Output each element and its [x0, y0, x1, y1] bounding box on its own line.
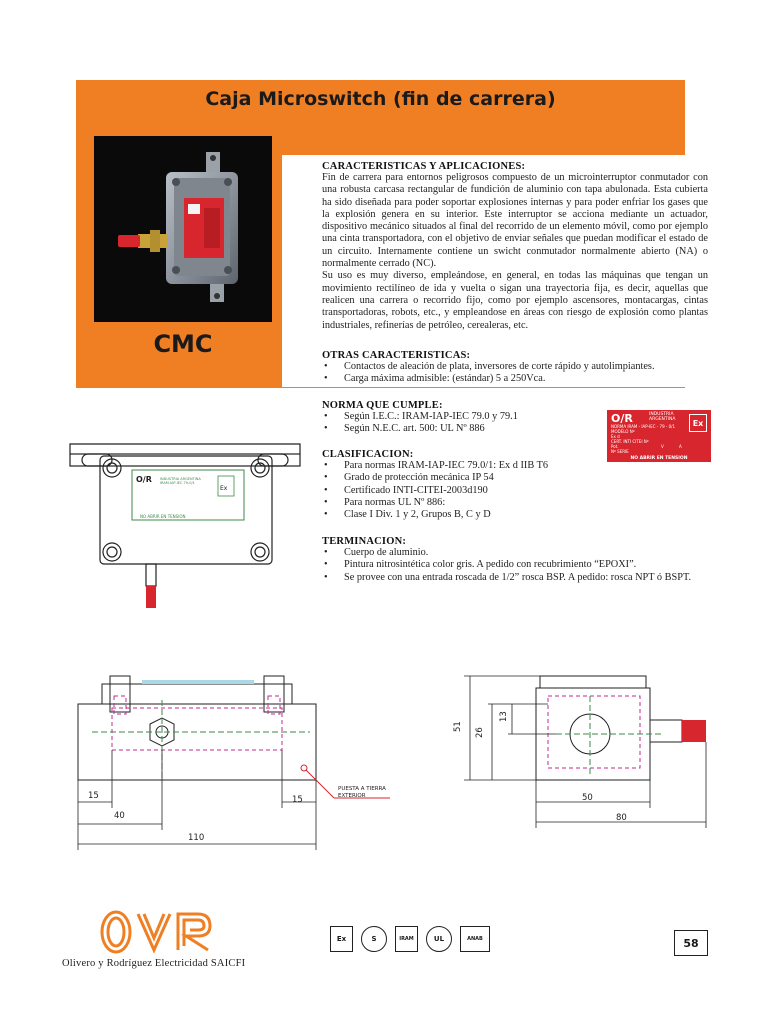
- page-number: 58: [674, 930, 708, 956]
- dim-front-40: 40: [114, 811, 125, 821]
- dim-side-51: 51: [453, 721, 463, 732]
- list-item: • Carga máxima admisible: (estándar) 5 a 250Vca.: [322, 373, 708, 385]
- logo-text: O/R: [98, 906, 100, 907]
- section-terminacion: [322, 536, 712, 584]
- front-view-svg: [62, 434, 322, 614]
- ex-cert-icon: Ex: [330, 926, 353, 952]
- nameplate-unit-v: V: [661, 444, 664, 449]
- section-caracteristicas: [322, 161, 708, 332]
- nameplate-header: [649, 412, 675, 422]
- front-plate-line1: INDUSTRIA ARGENTINA: [160, 477, 201, 481]
- dimension-svg: [62, 660, 722, 870]
- dim-side-13: 13: [499, 711, 509, 722]
- anab-cert-icon: ANAB: [460, 926, 490, 952]
- company-logo: [98, 906, 216, 956]
- paragraph: Su uso es muy diverso, empleándose, en general, en todas las máquinas que tengan un movimiento rectilíneo de ida y vuelta o sigan una trayectoria fija, es decir, aquellas que realicen una carrera o recorrido fijo, como por ejemplo ascensores, montacargas, cintas transportadoras, robots, etc., y empleandose en áreas con riesgo de explosión como plantas industriales, refinerías de petróleo, cerealeras, etc.: [322, 270, 708, 331]
- section-heading: CARACTERISTICAS Y APLICACIONES:: [322, 161, 526, 172]
- list-item: • Se provee con una entrada roscada de 1/2” rosca BSP. A pedido: rosca NPT ó BSPT.: [322, 572, 712, 584]
- iram-cert-icon: IRAM: [395, 926, 418, 952]
- dim-front-110: 110: [188, 833, 205, 843]
- list-item: • Certificado INTI-CITEI-2003d190: [322, 485, 622, 497]
- nameplate: [607, 410, 711, 462]
- ex-icon: Ex: [689, 414, 707, 432]
- ul-cert-icon: UL: [426, 926, 452, 952]
- dim-front-15-right: 15: [292, 795, 303, 805]
- nameplate-field: CERT. INTI CITEI Nº: [611, 439, 649, 444]
- dim-side-80: 80: [616, 813, 627, 823]
- page-title: Caja Microswitch (fin de carrera): [205, 88, 556, 110]
- product-photo: [94, 136, 272, 322]
- paragraph: Fin de carrera para entornos peligrosos compuesto de un microinterruptor conmutador con una robusta carcasa rectangular de fundición de aluminio con tapa abulonada. Esta cubierta ha sido diseñada para poder soportar explosiones internas y para poder enfriar los gases que la explosión genera en su interior. Este interruptor se acciona mediante un actuador, dispositivo mecánico situados al final del recorrido de un elemento móvil, como por ejemplo una cinta transportadora, con el objetivo de enviar señales que puedan modificar el estado de un circuito. Internamente contiene un swicht conmutador normalmente abierto (NA) o normalmente cerrado (NC).: [322, 172, 708, 270]
- nameplate-field: Ex d: [611, 434, 620, 439]
- nameplate-field: Pot.: [611, 444, 619, 449]
- section-clasificacion: [322, 449, 622, 521]
- dim-side-50: 50: [582, 793, 593, 803]
- nameplate-warning: NO ABRIR EN TENSION: [630, 456, 688, 461]
- nameplate-fields: [611, 429, 649, 454]
- dimension-drawings: [62, 660, 722, 870]
- nameplate-norma: NORMA IRAM - IAP-IEC - 79 - 0/1: [611, 424, 676, 429]
- nameplate-field: Nº SERIE: [611, 449, 629, 454]
- front-view-drawing: [62, 434, 322, 614]
- front-plate-brand: O∕R: [136, 475, 152, 484]
- list-item: • Grado de protección mecánica IP 54: [322, 472, 622, 484]
- company-logo-svg: [98, 906, 216, 956]
- model-label: CMC: [153, 330, 213, 358]
- section-heading: NORMA QUE CUMPLE:: [322, 400, 443, 411]
- list-item: • Según I.E.C.: IRAM-IAP-IEC 79.0 y 79.1: [322, 411, 602, 423]
- s-cert-icon: S: [361, 926, 387, 952]
- section-heading: OTRAS CARACTERISTICAS:: [322, 350, 471, 361]
- dim-front-15-left: 15: [88, 791, 99, 801]
- nameplate-brand: O∕R: [611, 412, 633, 425]
- product-photo-illustration: [94, 136, 272, 322]
- section-norma: [322, 400, 602, 436]
- nameplate-line: ARGENTINA: [649, 417, 676, 422]
- list-item: • Para normas IRAM-IAP-IEC 79.0/1: Ex d IIB T6: [322, 460, 622, 472]
- front-plate-line2: IRAM-IAP-IEC 79-0/1: [160, 481, 195, 485]
- list-item: • Según N.E.C. art. 500: UL Nº 886: [322, 423, 602, 435]
- company-name: Olivero y Rodríguez Electricidad SAICFI: [62, 958, 246, 969]
- nameplate-unit-a: A: [679, 444, 682, 449]
- front-plate-ex: Ex: [220, 485, 228, 492]
- ground-note: PUESTA A TIERRA: [338, 786, 386, 792]
- ground-note: EXTERIOR: [338, 793, 366, 799]
- nameplate-line: INDUSTRIA: [649, 412, 674, 417]
- front-plate-warning: NO ABRIR EN TENSION: [140, 514, 186, 519]
- section-heading: TERMINACION:: [322, 536, 407, 547]
- cert-icons: [330, 926, 490, 952]
- section-otras: [322, 350, 708, 386]
- list-item: • Contactos de aleación de plata, inversores de corte rápido y autolimpiantes.: [322, 361, 708, 373]
- nameplate-field: MODELO Nº: [611, 429, 635, 434]
- section-heading: CLASIFICACION:: [322, 449, 414, 460]
- list-item: • Clase I Div. 1 y 2, Grupos B, C y D: [322, 509, 622, 521]
- dim-side-26: 26: [475, 727, 485, 738]
- list-item: • Cuerpo de aluminio.: [322, 547, 712, 559]
- list-item: • Pintura nitrosintética color gris. A pedido con recubrimiento “EPOXI”.: [322, 559, 712, 571]
- list-item: • Para normas UL Nº 886:: [322, 497, 622, 509]
